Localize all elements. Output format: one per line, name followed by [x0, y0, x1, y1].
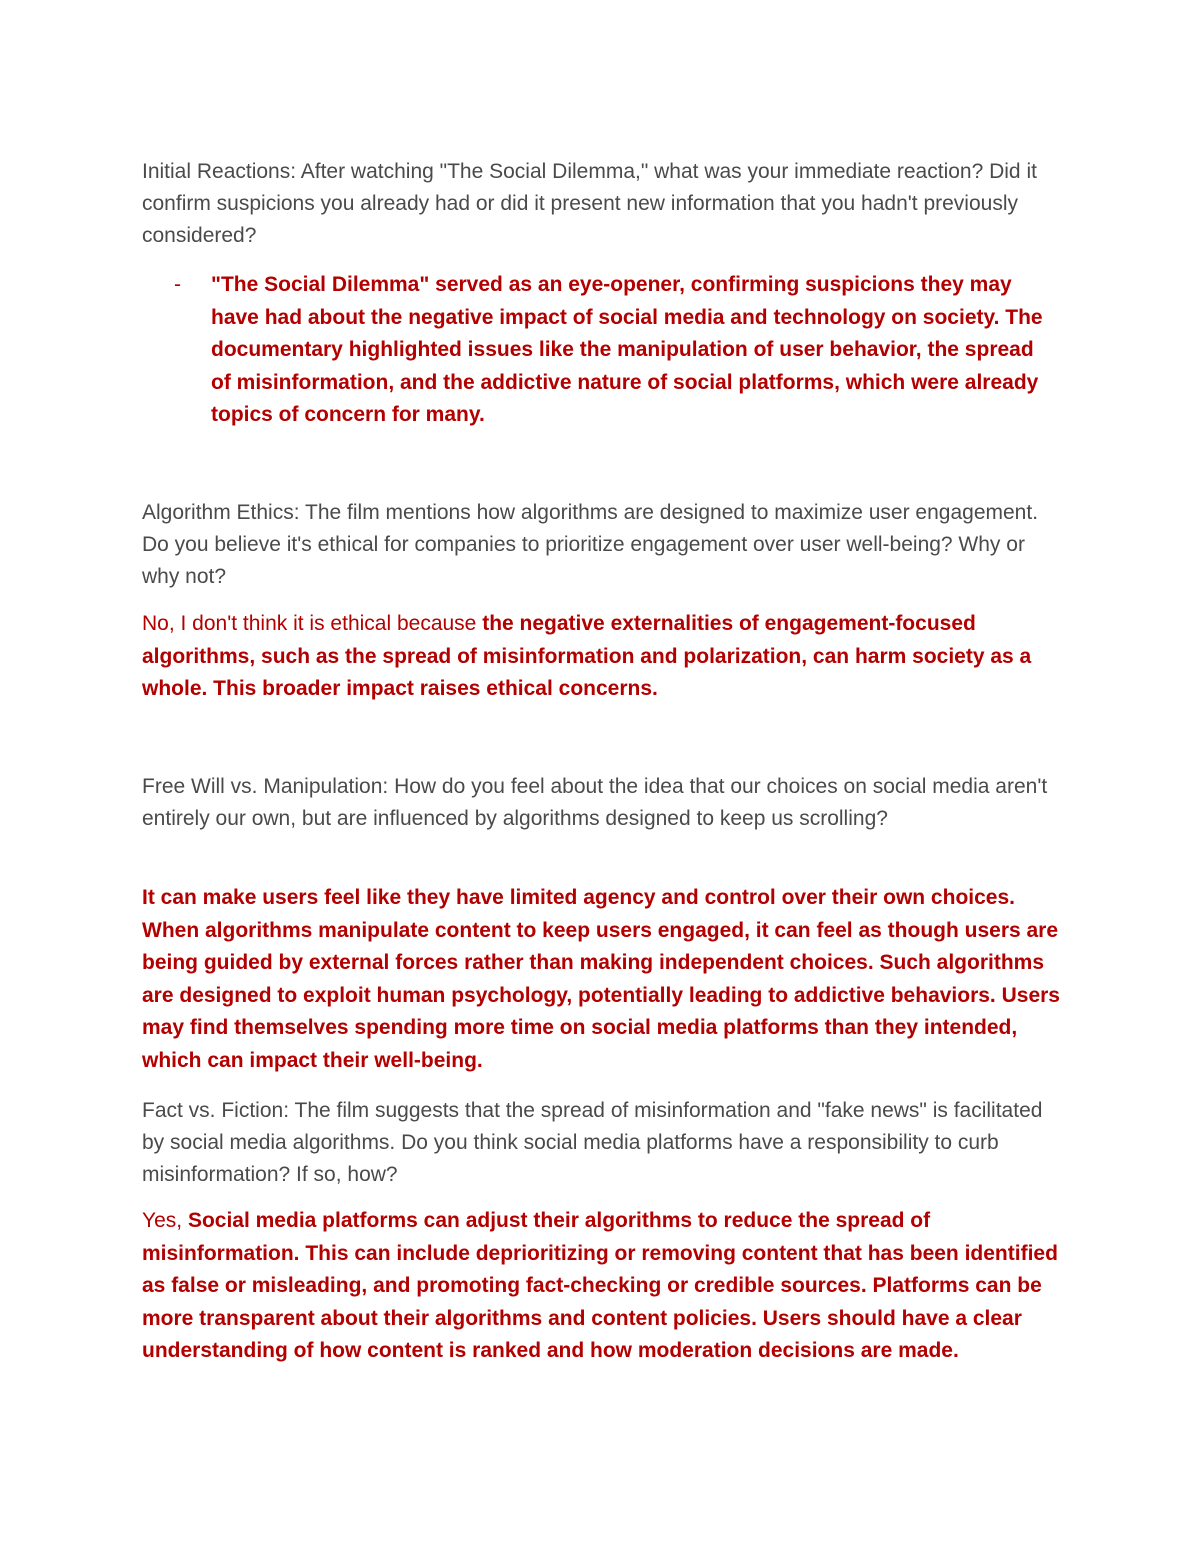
answer-lead: Yes,: [142, 1209, 188, 1232]
question-algorithm-ethics: Algorithm Ethics: The film mentions how algorithms are designed to maximize user engagement. Do you believe it's ethical for companies to prioritize engagement over user well-being? Why or why not?: [142, 501, 1039, 588]
question-initial-reactions: Initial Reactions: After watching "The Social Dilemma," what was your immediate reaction? Did it confirm suspicions you already had or did it present new information that you hadn't previously considered?: [142, 160, 1037, 247]
answer-body: Social media platforms can adjust their algorithms to reduce the spread of misinformation. This can include deprioritizing or removing content that has been identified as false or misleading, and promoting fact-checking or credible sources. Platforms can be more transparent about their algorithms and content policies. Users should have a clear understanding of how content is ranked and how moderation decisions are made.: [142, 1209, 1058, 1363]
answer-initial-reactions: "The Social Dilemma" served as an eye-opener, confirming suspicions they may have had about the negative impact of social media and technology on society. The documentary highlighted issues like the manipulation of user behavior, the spread of misinformation, and the addictive nature of social platforms, which were already topics of concern for many.: [211, 273, 1043, 427]
answer-free-will: [142, 882, 1062, 1078]
answer-algorithm-ethics: [142, 608, 1062, 706]
answer-lead: No, I don't think it is ethical because: [142, 612, 483, 635]
answer-body: It can make users feel like they have limited agency and control over their own choices. When algorithms manipulate content to keep users engaged, it can feel as though users are being guided by external forces rather than making independent choices. Such algorithms are designed to exploit human psychology, potentially leading to addictive behaviors. Users may find themselves spending more time on social media platforms than they intended, which can impact their well-being.: [142, 886, 1060, 1072]
bullet-marker: -: [174, 273, 181, 296]
question-fact-vs-fiction: Fact vs. Fiction: The film suggests that the spread of misinformation and "fake news" is facilitated by social media algorithms. Do you think social media platforms have a responsibility to curb misinformation? If so, how?: [142, 1099, 1043, 1186]
answer-body: the negative externalities of engagement-focused algorithms, such as the spread of misinformation and polarization, can harm society as a whole. This broader impact raises ethical concerns.: [142, 612, 1032, 701]
answer-fact-vs-fiction: [142, 1205, 1062, 1368]
question-free-will: Free Will vs. Manipulation: How do you feel about the idea that our choices on social media aren't entirely our own, but are influenced by algorithms designed to keep us scrolling?: [142, 775, 1048, 830]
